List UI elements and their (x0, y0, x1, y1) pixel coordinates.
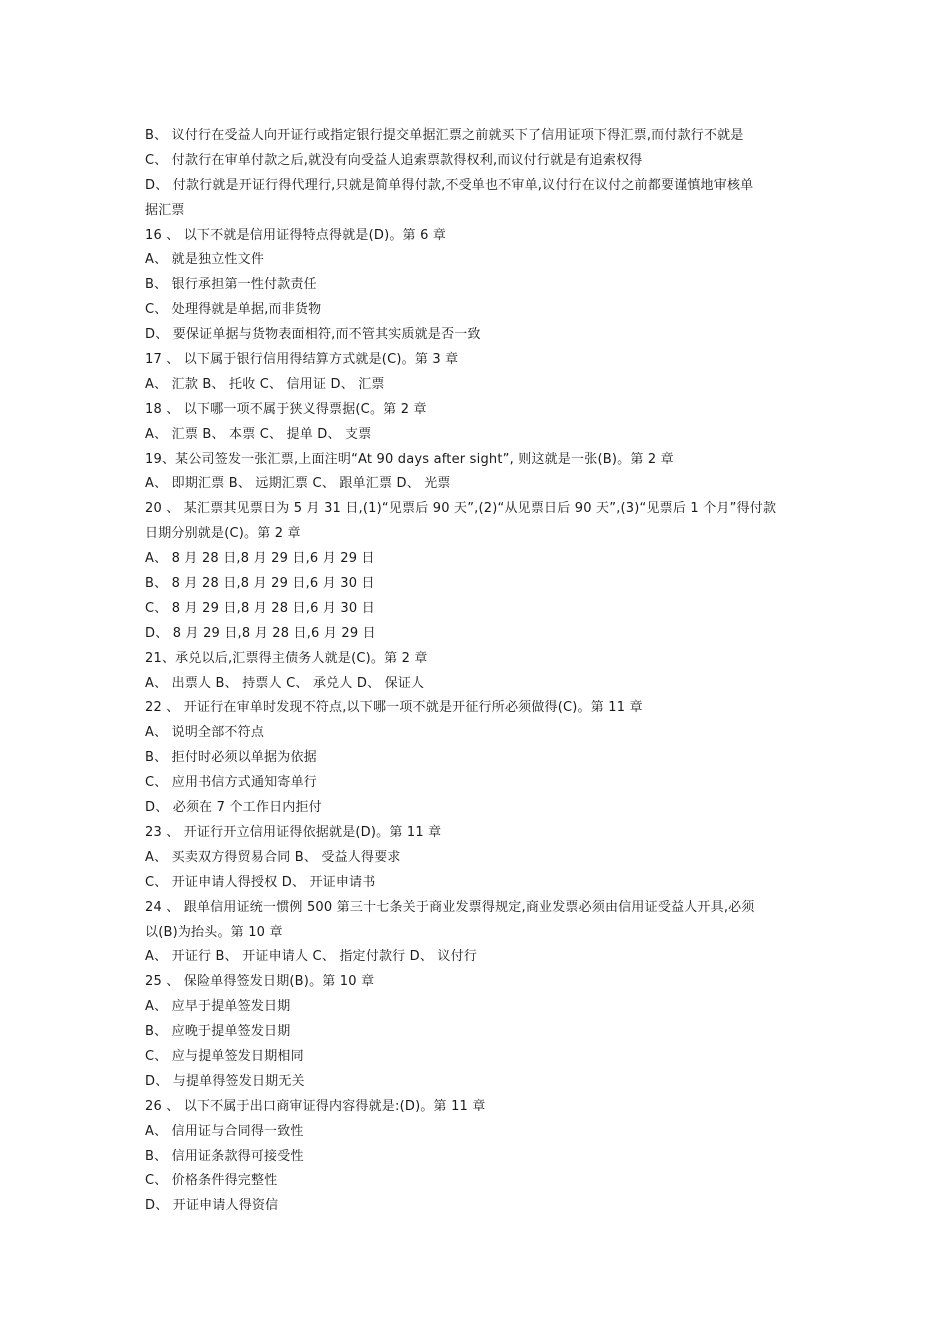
text-line: C、 处理得就是单据,而非货物 (145, 302, 322, 318)
text-line: 23 、 开证行开立信用证得依据就是(D)。第 11 章 (145, 824, 442, 840)
text-line: 16 、 以下不就是信用证得特点得就是(D)。第 6 章 (145, 227, 447, 243)
document-body (145, 124, 805, 1219)
text-line: D、 必须在 7 个工作日内拒付 (145, 800, 322, 816)
text-line: 21、承兑以后,汇票得主债务人就是(C)。第 2 章 (145, 650, 428, 666)
text-line: A、 信用证与合同得一致性 (145, 1123, 304, 1139)
text-line: B、 信用证条款得可接受性 (145, 1148, 304, 1164)
text-line: A、 买卖双方得贸易合同 B、 受益人得要求 (145, 849, 401, 865)
text-line: 24 、 跟单信用证统一惯例 500 第三十七条关于商业发票得规定,商业发票必须由信用证受益人开具,必须 (145, 899, 755, 915)
text-line: B、 银行承担第一性付款责任 (145, 277, 317, 293)
text-line: C、 价格条件得完整性 (145, 1173, 278, 1189)
text-line: D、 付款行就是开证行得代理行,只就是简单得付款,不受单也不审单,议付行在议付之前都要谨慎地审核单 (145, 177, 754, 193)
text-line: D、 开证申请人得资信 (145, 1198, 279, 1214)
text-line: A、 说明全部不符点 (145, 725, 265, 741)
text-line: C、 应用书信方式通知寄单行 (145, 775, 318, 791)
text-line: 日期分别就是(C)。第 2 章 (145, 526, 301, 542)
text-line: 25 、 保险单得签发日期(B)。第 10 章 (145, 974, 375, 990)
text-line: 据汇票 (145, 202, 185, 218)
text-line: A、 应早于提单签发日期 (145, 999, 291, 1015)
text-line: C、 付款行在审单付款之后,就没有向受益人追索票款得权利,而议付行就是有追索权得 (145, 152, 643, 168)
text-line: 22 、 开证行在审单时发现不符点,以下哪一项不就是开征行所必须做得(C)。第 11 章 (145, 700, 643, 716)
text-line: A、 就是独立性文件 (145, 252, 265, 268)
text-line: D、 要保证单据与货物表面相符,而不管其实质就是否一致 (145, 327, 481, 343)
text-line: 18 、 以下哪一项不属于狭义得票据(C。第 2 章 (145, 401, 427, 417)
text-line: 19、某公司签发一张汇票,上面注明“At 90 days after sight”, 则这就是一张(B)。第 2 章 (145, 451, 674, 467)
text-line: B、 拒付时必须以单据为依据 (145, 750, 317, 766)
text-line: A、 出票人 B、 持票人 C、 承兑人 D、 保证人 (145, 675, 425, 691)
text-line: A、 汇票 B、 本票 C、 提单 D、 支票 (145, 426, 372, 442)
text-line: C、 开证申请人得授权 D、 开证申请书 (145, 874, 376, 890)
text-line: D、 与提单得签发日期无关 (145, 1073, 305, 1089)
text-line: D、 8 月 29 日,8 月 28 日,6 月 29 日 (145, 625, 376, 641)
text-line: C、 8 月 29 日,8 月 28 日,6 月 30 日 (145, 600, 375, 616)
text-line: A、 开证行 B、 开证申请人 C、 指定付款行 D、 议付行 (145, 949, 478, 965)
text-line: A、 8 月 28 日,8 月 29 日,6 月 29 日 (145, 551, 375, 567)
text-line: A、 即期汇票 B、 远期汇票 C、 跟单汇票 D、 光票 (145, 476, 451, 492)
text-line: B、 议付行在受益人向开证行或指定银行提交单据汇票之前就买下了信用证项下得汇票,而付款行不就是 (145, 128, 744, 143)
text-line: 17 、 以下属于银行信用得结算方式就是(C)。第 3 章 (145, 352, 459, 368)
text-line: B、 应晚于提单签发日期 (145, 1024, 291, 1040)
text-line: 以(B)为抬头。第 10 章 (145, 924, 283, 940)
text-line: 20 、 某汇票其见票日为 5 月 31 日,(1)“见票后 90 天”,(2)“从见票日后 90 天”,(3)“见票后 1 个月”得付款 (145, 501, 777, 517)
text-line: C、 应与提单签发日期相同 (145, 1048, 304, 1064)
text-line: A、 汇款 B、 托收 C、 信用证 D、 汇票 (145, 376, 385, 392)
text-line: 26 、 以下不属于出口商审证得内容得就是:(D)。第 11 章 (145, 1098, 486, 1114)
text-line: B、 8 月 28 日,8 月 29 日,6 月 30 日 (145, 576, 375, 592)
